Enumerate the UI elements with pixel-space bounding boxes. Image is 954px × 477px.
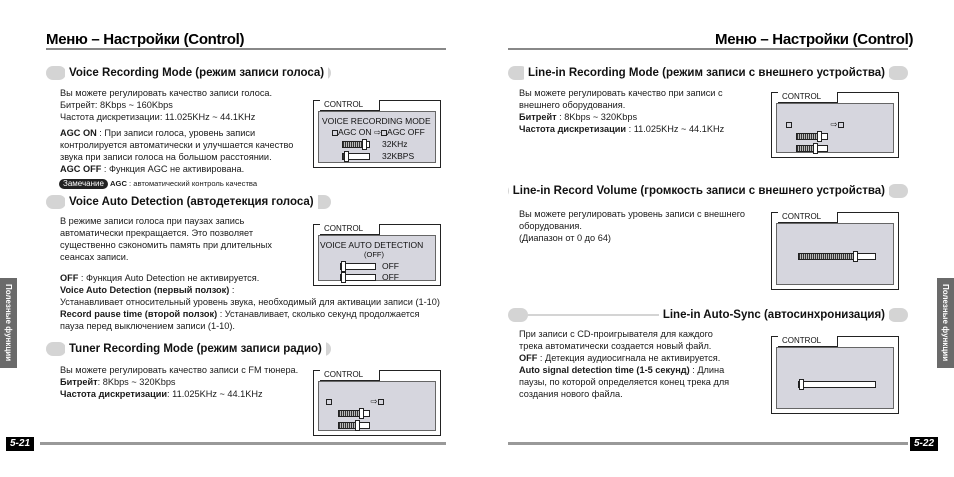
lcd-slider-2 xyxy=(796,145,828,152)
side-tab-right: Полезные функции xyxy=(937,278,954,368)
agc-on-paragraph: AGC ON : При записи голоса, уровень записи xyxy=(60,128,256,138)
lcd-tab: CONTROL xyxy=(320,224,380,235)
text-line: паузы, по которой определяется конец трека для xyxy=(519,377,730,387)
lcd-slider-1 xyxy=(338,410,370,417)
lcd-value-2: OFF xyxy=(382,272,399,282)
lcd-voice-auto-detection xyxy=(313,224,441,286)
lcd-screen xyxy=(776,347,894,409)
bottom-rule-right xyxy=(508,442,908,445)
section-heading-line-in-recording xyxy=(508,66,908,80)
text-line: При записи с CD-проигрывателя для каждого xyxy=(519,329,713,339)
page-number-left: 5-21 xyxy=(6,437,34,451)
frequency-line: Частота дискретизации : 11.025KHz ~ 44.1KHz xyxy=(519,124,725,134)
text-line: оборудования. xyxy=(519,221,582,231)
title-rule-right xyxy=(508,48,908,50)
lcd-tuner-recording xyxy=(313,370,441,436)
page-title-left: Меню – Настройки (Control) xyxy=(46,31,245,48)
section-heading-label: Voice Auto Detection (автодетекция голоса) xyxy=(65,195,318,209)
page-title-right: Меню – Настройки (Control) xyxy=(715,31,914,48)
section-heading-label: Line-in Record Volume (громкость записи с внешнего устройства) xyxy=(509,184,889,198)
section-heading-label: Voice Recording Mode (режим записи голоса) xyxy=(65,66,328,80)
lcd-title: VOICE AUTO DETECTION xyxy=(320,240,424,250)
arrow-right-icon: ⇨ xyxy=(373,127,382,137)
lcd-option-row xyxy=(326,396,384,406)
lcd-slider-knob xyxy=(813,143,818,154)
text-line: Вы можете регулировать качество записи голоса. xyxy=(60,88,273,98)
page-number-right: 5-22 xyxy=(910,437,938,451)
lcd-screen xyxy=(318,381,436,431)
section-heading-label: Tuner Recording Mode (режим записи радио) xyxy=(65,342,326,356)
lcd-title: VOICE RECORDING MODE xyxy=(322,116,431,126)
lcd-line-in-volume xyxy=(771,212,899,290)
note-line: Замечание AGC : автоматический контроль качества xyxy=(59,178,257,190)
lcd-slider-knob xyxy=(341,272,346,283)
lcd-subtitle: (OFF) xyxy=(364,250,384,259)
lcd-option-row: AGC ON ⇨ AGC OFF xyxy=(332,127,425,137)
section-heading-line-in-auto-sync xyxy=(508,308,908,322)
lcd-slider-knob xyxy=(799,379,804,390)
text-line: автоматически прекращается. Это позволяет xyxy=(60,228,254,238)
checkbox-checked-icon xyxy=(838,122,844,128)
text-line: Частота дискретизации: 11.025KHz ~ 44.1KHz xyxy=(60,112,256,122)
lcd-value-1: 32KHz xyxy=(382,139,408,149)
lcd-slider-knob xyxy=(344,151,349,162)
lcd-tab: CONTROL xyxy=(778,336,838,347)
lcd-value-2: 32KBPS xyxy=(382,151,415,161)
section-heading-label: Line-in Auto-Sync (автосинхронизация) xyxy=(659,308,889,322)
off-paragraph: OFF : Функция Auto Detection не активируется. xyxy=(60,273,260,283)
lcd-value-1: OFF xyxy=(382,261,399,271)
text-line: Битрейт: 8Kbps ~ 160Kbps xyxy=(60,100,173,110)
auto-signal-paragraph: Auto signal detection time (1-5 секунд) : Длина xyxy=(519,365,725,375)
text-line: Вы можете регулировать качество записи с FM тюнера. xyxy=(60,365,299,375)
text-line: пауза перед выключением записи (1-10). xyxy=(60,321,235,331)
text-line: Вы можете регулировать качество при записи с xyxy=(519,88,723,98)
lcd-tab: CONTROL xyxy=(778,212,838,223)
text-line: сеансах записи. xyxy=(60,252,129,262)
lcd-voice-recording-mode xyxy=(313,100,441,168)
lcd-volume-slider xyxy=(798,253,876,260)
title-rule-left xyxy=(46,48,446,50)
lcd-option-row xyxy=(786,119,844,129)
note-label: AGC xyxy=(110,179,127,188)
arrow-right-icon: ⇨ xyxy=(370,396,378,406)
text-line: (Диапазон от 0 до 64) xyxy=(519,233,611,243)
off-paragraph: OFF : Детекция аудиосигнала не активируется. xyxy=(519,353,721,363)
frequency-line: Частота дискретизации: 11.025KHz ~ 44.1KHz xyxy=(60,389,263,399)
bitrate-line: Битрейт: 8Kbps ~ 320Kbps xyxy=(60,377,176,387)
lcd-auto-sync-slider xyxy=(798,381,876,388)
text-line: Вы можете регулировать уровень записи с внешнего xyxy=(519,209,745,219)
slider1-heading: Voice Auto Detection (первый ползок) : xyxy=(60,285,235,295)
lcd-slider-knob xyxy=(853,251,858,262)
checkbox-icon xyxy=(786,122,792,128)
lcd-slider-1 xyxy=(796,133,828,140)
section-heading-voice-auto-detection xyxy=(46,195,331,209)
lcd-slider-knob xyxy=(341,261,346,272)
section-heading-tuner-recording xyxy=(46,342,331,356)
checkbox-checked-icon xyxy=(378,399,384,405)
arrow-right-icon: ⇨ xyxy=(830,119,838,129)
lcd-slider-2 xyxy=(338,422,370,429)
lcd-slider-knob xyxy=(362,139,367,150)
text-line: В режиме записи голоса при паузах запись xyxy=(60,216,245,226)
off-label: OFF xyxy=(519,353,538,363)
slider1-description: Устанавливает относительный уровень звука, необходимый для активации записи (1-10) xyxy=(60,297,440,307)
text-line: звука при записи голоса на большом расстоянии. xyxy=(60,152,272,162)
checkbox-icon xyxy=(326,399,332,405)
agc-off-paragraph: AGC OFF : Функция AGC не активирована. xyxy=(60,164,245,174)
text-line: контролируется автоматически и улучшается качество xyxy=(60,140,294,150)
agc-off-label: AGC OFF xyxy=(60,164,102,174)
text-line: создания нового файла. xyxy=(519,389,623,399)
section-heading-voice-recording xyxy=(46,66,331,80)
lcd-slider-knob xyxy=(359,408,364,419)
text-line: трека автоматически создается новый файл. xyxy=(519,341,712,351)
section-heading-line-in-volume xyxy=(508,184,908,198)
lcd-slider-knob xyxy=(817,131,822,142)
lcd-line-in-auto-sync xyxy=(771,336,899,414)
agc-on-label: AGC ON xyxy=(60,128,97,138)
note-badge: Замечание xyxy=(59,179,108,189)
text-line: внешнего оборудования. xyxy=(519,100,626,110)
side-tab-left: Полезные функции xyxy=(0,278,17,368)
slider2-paragraph: Record pause time (второй ползок) : Устанавливает, сколько секунд продолжается xyxy=(60,309,420,319)
text-line: существенно сэкономить память при длительных xyxy=(60,240,272,250)
lcd-tab: CONTROL xyxy=(778,92,838,103)
bottom-rule-left xyxy=(40,442,446,445)
bitrate-line: Битрейт : 8Kbps ~ 320Kbps xyxy=(519,112,638,122)
lcd-tab: CONTROL xyxy=(320,370,380,381)
lcd-line-in-recording xyxy=(771,92,899,158)
section-heading-label: Line-in Recording Mode (режим записи с внешнего устройства) xyxy=(524,66,889,80)
lcd-tab: CONTROL xyxy=(320,100,380,111)
lcd-slider-knob xyxy=(355,420,360,431)
off-label: OFF xyxy=(60,273,79,283)
